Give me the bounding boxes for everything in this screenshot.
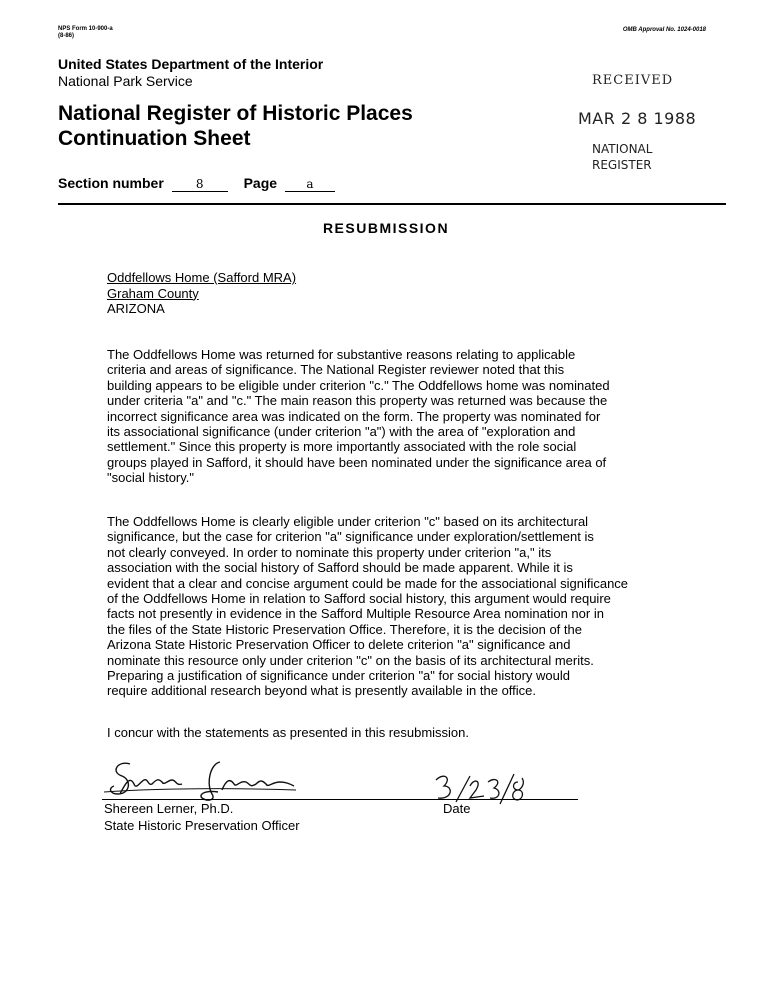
resubmission-heading: RESUBMISSION: [322, 220, 450, 236]
paragraph-3: I concur with the statements as presented in this resubmission.: [107, 725, 470, 740]
section-number-value: 8: [172, 177, 228, 192]
page-title: National Register of Historic Places Continuation Sheet: [58, 102, 413, 150]
header-divider: [58, 203, 726, 205]
section-number-label: Section number: [58, 175, 164, 191]
date-label: Date: [443, 801, 471, 816]
signatory-block: [104, 800, 300, 834]
paragraph-2: The Oddfellows Home is clearly eligible under criterion "c" based on its architectural significance, but the case for criterion "a" significance under exploration/settlement is not clearly conveyed. In order to nominate this property under criterion "a," its association with the social history of Safford should be made apparent. While it is evident that a clear and concise argument could be made for the associational significance of the Oddfellows Home in relation to Safford social history, this argument would require facts not presently in evidence in the Safford Multiple Resource Area nomination nor in the files of the State Historic Preservation Office. Therefore, it is the decision of the Arizona State Historic Preservation Officer to delete criterion "a" significance and nominate this resource only under criterion "c" on the basis of its architectural merits. Preparing a justification of significance under criterion "a" for social history would require additional research beyond what is presently available in the office.: [107, 514, 629, 699]
property-state: ARIZONA: [107, 301, 165, 316]
property-county: Graham County: [107, 285, 199, 301]
signatory-title: State Historic Preservation Officer: [104, 818, 300, 833]
received-date-stamp: MAR 2 8 1988: [578, 109, 697, 128]
national-register-stamp: NATIONAL REGISTER: [592, 142, 653, 172]
paragraph-1: The Oddfellows Home was returned for substantive reasons relating to applicable criteria and areas of significance. The National Register reviewer noted that this building appears to be eligible under criterion "c." The Oddfellows home was nominated under criteria "a" and "c." The main reason this property was returned was because the incorrect significance area was indicated on the form. The property was nominated for its associational significance (under criterion "a") with the area of "exploration and settlement." Since this property is more importantly associated with the role social groups played in Safford, it should have been nominated under the significance area of "social history.": [107, 347, 610, 486]
section-number-row: [58, 175, 335, 192]
omb-approval: OMB Approval No. 1024-0018: [622, 27, 706, 33]
page-value: a: [285, 177, 335, 192]
received-stamp: RECEIVED: [592, 73, 674, 88]
date-line: [432, 799, 578, 800]
form-number: NPS Form 10-900-a (8-86): [58, 26, 113, 39]
property-info: [107, 270, 296, 317]
signatory-name: Shereen Lerner, Ph.D.: [104, 801, 234, 816]
department-name: United States Department of the Interior: [58, 56, 324, 72]
agency-name: National Park Service: [58, 73, 193, 89]
property-name: Oddfellows Home (Safford MRA): [107, 270, 297, 285]
page-label: Page: [243, 175, 278, 191]
